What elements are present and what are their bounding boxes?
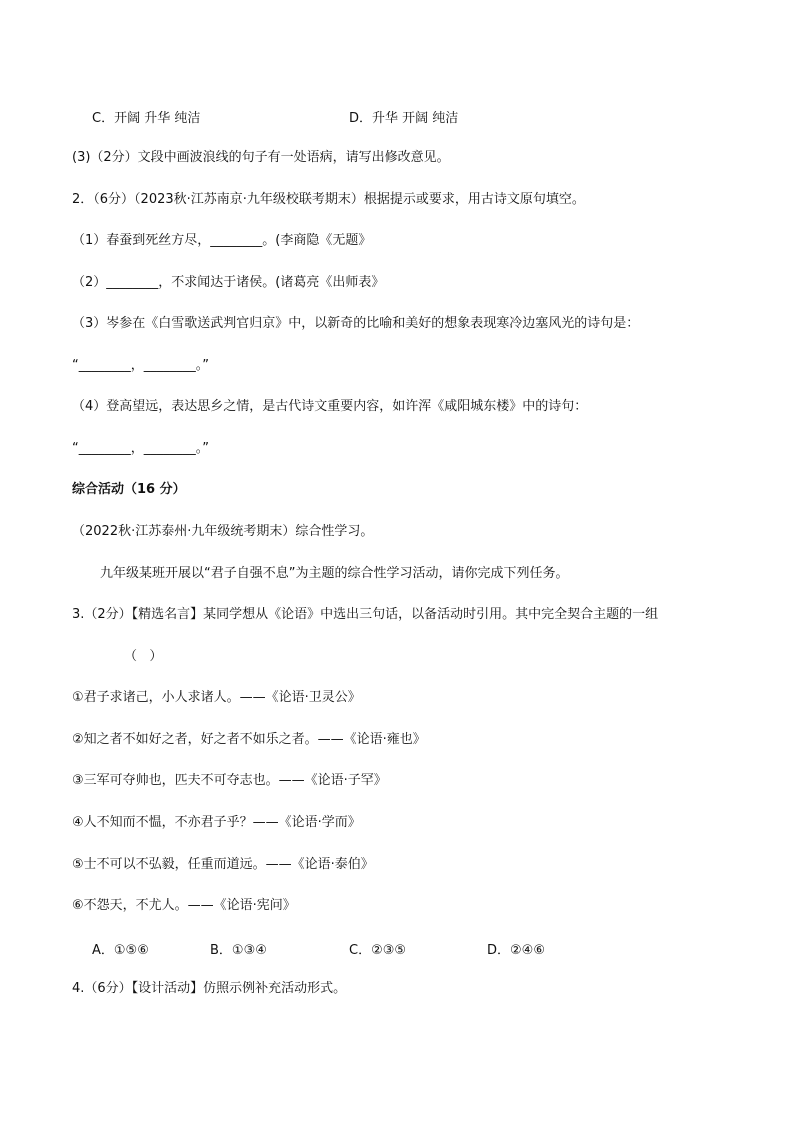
q1-option-c[interactable]: C．开阔 升华 纯洁 (92, 111, 201, 126)
q3-option-c[interactable]: C．②③⑤ (349, 943, 407, 958)
q2-item-4-blank: “________，________。” (72, 441, 209, 456)
q2-item-4: （4）登高望远，表达思乡之情，是古代诗文重要内容，如许浑《咸阳城东楼》中的诗句： (72, 399, 588, 414)
q2-item-3-blank: “________，________。” (72, 358, 209, 373)
q1-subquestion-3: (3)（2分）文段中画波浪线的句子有一处语病，请写出修改意见。 (72, 150, 450, 165)
activity-intro: 九年级某班开展以“君子自强不息”为主题的综合性学习活动，请你完成下列任务。 (100, 566, 569, 581)
q3-quote-1: ①君子求诸己，小人求诸人。——《论语·卫灵公》 (72, 690, 361, 705)
q2-item-1: （1）春蚕到死丝方尽，________。(李商隐《无题》 (72, 233, 372, 248)
q3-option-a[interactable]: A．①⑤⑥ (92, 943, 149, 958)
q3-quote-3: ③三军可夺帅也，匹夫不可夺志也。——《论语·子罕》 (72, 773, 387, 788)
q3-stem: 3.（2分）【精选名言】某同学想从《论语》中选出三句话，以备活动时引用。其中完全契合主题的一组 (72, 607, 659, 622)
q2-stem: 2．（6分）（2023秋·江苏南京·九年级校联考期末）根据提示或要求，用古诗文原句填空。 (72, 192, 585, 207)
q2-item-3: （3）岑参在《白雪歌送武判官归京》中，以新奇的比喻和美好的想象表现寒冷边塞风光的诗句是： (72, 316, 640, 331)
q3-quote-2: ②知之者不如好之者，好之者不如乐之者。——《论语·雍也》 (72, 732, 426, 747)
q1-option-d[interactable]: D．升华 开阔 纯洁 (349, 111, 459, 126)
q3-quote-4: ④人不知而不愠，不亦君子乎？——《论语·学而》 (72, 815, 361, 830)
q3-answer-paren: （ ） (124, 649, 163, 664)
source-note: （2022秋·江苏泰州·九年级统考期末）综合性学习。 (72, 524, 374, 539)
q3-option-d[interactable]: D．②④⑥ (487, 943, 545, 958)
q3-quote-5: ⑤士不可以不弘毅，任重而道远。——《论语·泰伯》 (72, 857, 374, 872)
q3-option-b[interactable]: B．①③④ (210, 943, 267, 958)
q2-item-2: （2）________，不求闻达于诸侯。(诸葛亮《出师表》 (72, 275, 385, 290)
q4-stem: 4.（6分）【设计活动】仿照示例补充活动形式。 (72, 981, 347, 996)
q3-quote-6: ⑥不怨天，不尤人。——《论语·宪问》 (72, 898, 296, 913)
section-title: 综合活动（16 分） (72, 482, 186, 497)
